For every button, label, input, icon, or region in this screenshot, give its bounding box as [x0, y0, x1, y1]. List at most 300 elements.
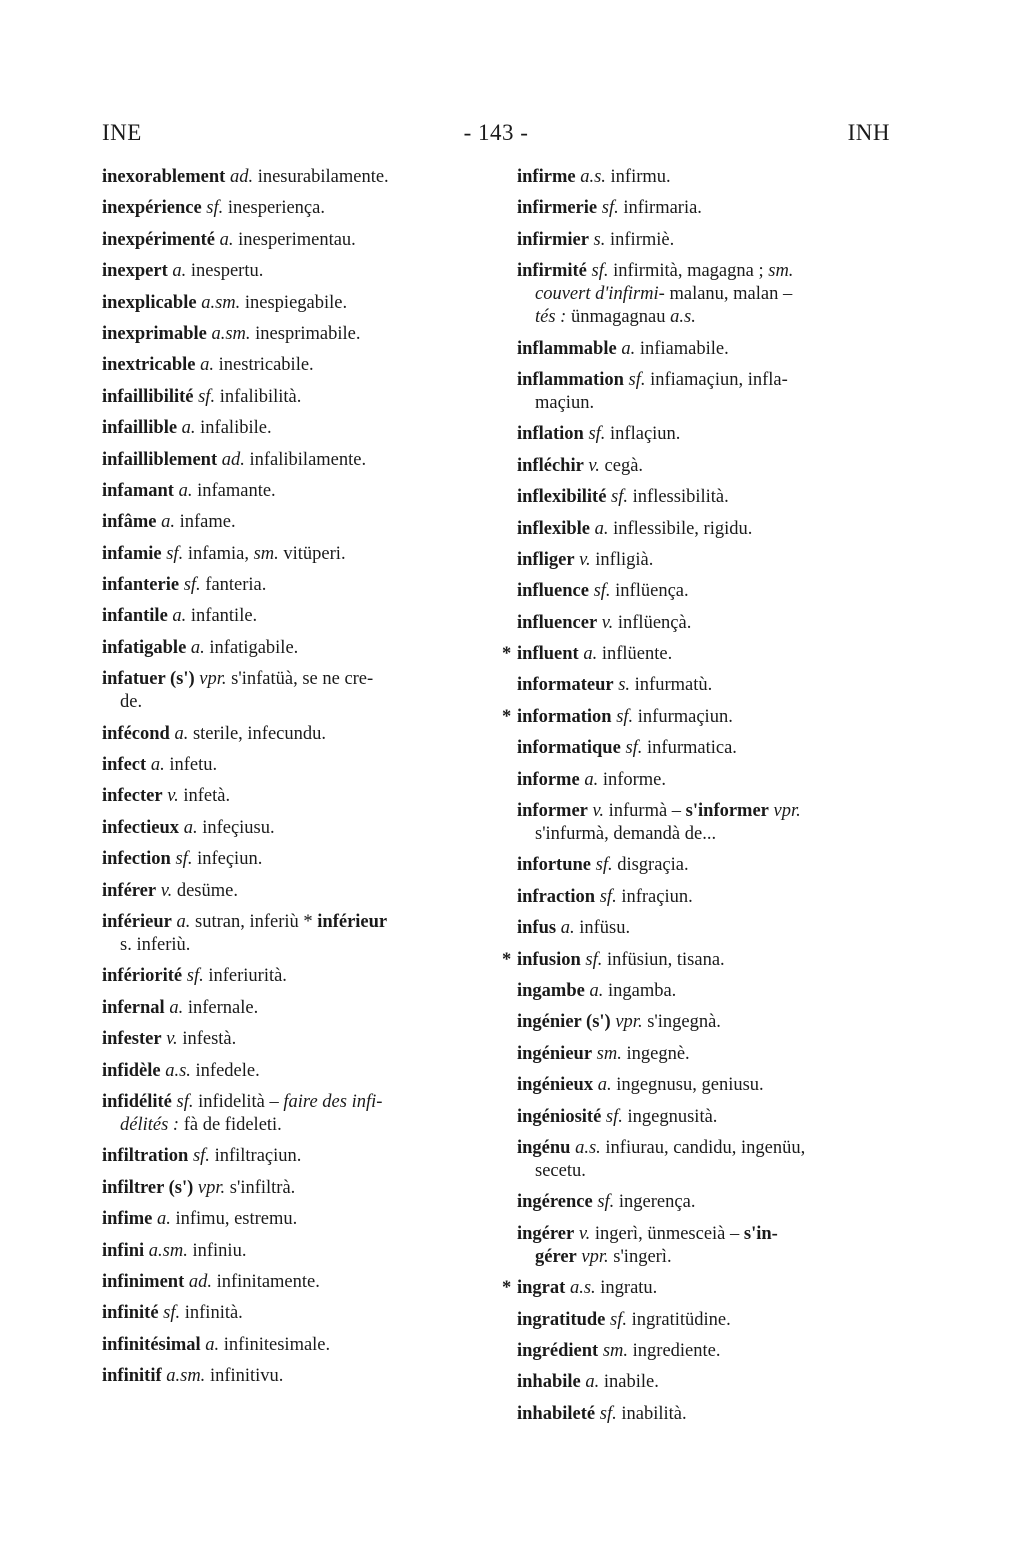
definition: ingegnusu, geniusu.	[616, 1075, 764, 1096]
grammar-label: sf.	[628, 369, 646, 390]
grammar-label: a.	[181, 418, 196, 439]
headword: infantile	[102, 606, 168, 627]
sub-headword: s'informer	[685, 801, 769, 822]
headword: infatigable	[102, 637, 187, 658]
headword: infériorité	[102, 966, 183, 987]
grammar-label: v.	[601, 612, 614, 633]
headword: infirmerie	[517, 198, 598, 219]
definition: infinità.	[184, 1303, 243, 1324]
dictionary-entry	[517, 886, 891, 909]
dictionary-entry	[102, 292, 484, 315]
headword: infâme	[102, 512, 157, 533]
dictionary-entry	[517, 369, 891, 415]
headword: influence	[517, 581, 589, 602]
dictionary-entry	[102, 417, 484, 440]
definition: s'infatüà, se ne cre-	[231, 669, 374, 690]
headword: ingéniosité	[517, 1106, 602, 1127]
dictionary-entry	[517, 518, 891, 541]
grammar-label: sf.	[198, 386, 216, 407]
definition: ingratu.	[600, 1278, 658, 1299]
headword: infinité	[102, 1303, 159, 1324]
definition-continuation: fà de fideleti.	[183, 1114, 282, 1135]
grammar-label: ad.	[229, 167, 254, 187]
left-column	[102, 166, 484, 1396]
dictionary-entry	[102, 911, 484, 957]
headword: infect	[102, 755, 147, 776]
grammar-label: a.	[172, 261, 187, 282]
grammar-label: a.	[156, 1209, 171, 1230]
headword: ingérence	[517, 1192, 593, 1213]
definition: infiamabile.	[639, 338, 729, 359]
headword: ingénu	[517, 1137, 571, 1158]
grammar-label: a.	[583, 644, 598, 665]
dictionary-entry	[517, 769, 891, 792]
definition: disgraçia.	[617, 855, 689, 876]
grammar-label: sf.	[186, 966, 204, 987]
grammar-label: sf.	[176, 1091, 194, 1112]
headword: infaillibilité	[102, 386, 194, 407]
grammar-label: sf.	[610, 1309, 627, 1330]
grammar-label: sf.	[611, 487, 629, 508]
headword: infinitésimal	[102, 1334, 201, 1355]
headword: inhabileté	[517, 1403, 596, 1424]
headword: infection	[102, 849, 171, 870]
grammar-label: sf.	[595, 855, 613, 876]
definition: infirmità, magagna ;	[613, 261, 764, 282]
headword: ingérer	[517, 1223, 575, 1244]
dictionary-entry	[517, 800, 891, 846]
grammar-label: a.	[584, 769, 599, 790]
grammar-label: sf.	[605, 1106, 623, 1127]
definition: ingamba.	[607, 980, 677, 1001]
dictionary-entry	[502, 706, 891, 729]
example-phrase: couvert d'infirmi-	[535, 284, 665, 305]
headword: inextricable	[102, 355, 196, 376]
grammar-label: sf.	[591, 261, 609, 282]
grammar-label: a.s.	[575, 1137, 601, 1158]
definition: inflaçiun.	[610, 424, 681, 445]
dictionary-entry	[502, 1277, 891, 1300]
headword: infusion	[517, 949, 581, 970]
dictionary-entry	[102, 1271, 484, 1294]
definition: infantile.	[190, 606, 258, 627]
grammar-label: a.	[190, 637, 205, 658]
headword: influent	[517, 644, 579, 665]
dictionary-entry	[102, 1240, 484, 1263]
definition: infurmatica.	[647, 738, 737, 759]
definition: s'ingegnà.	[647, 1012, 721, 1033]
definition: ingerença.	[618, 1192, 696, 1213]
headword: infidélité	[102, 1091, 172, 1112]
grammar-label: sf.	[175, 849, 193, 870]
dictionary-entry	[517, 197, 891, 220]
sub-headword: inférieur	[317, 911, 388, 932]
grammar-label: s.	[593, 229, 606, 250]
grammar-label: vpr.	[197, 1177, 226, 1198]
grammar-label: sm.	[596, 1043, 622, 1064]
headword: infatuer (s')	[102, 669, 195, 690]
dictionary-entry	[102, 354, 484, 377]
definition: inabilità.	[621, 1403, 687, 1424]
new-entry-marker: *	[502, 1278, 512, 1299]
grammar-label: sf.	[183, 575, 201, 596]
definition: inabile.	[603, 1372, 659, 1393]
definition: inflessibilità.	[632, 487, 729, 508]
grammar-label: v.	[166, 1029, 178, 1050]
headword: inexplicable	[102, 292, 197, 313]
definition: infinitamente.	[216, 1271, 320, 1292]
grammar-label: sf.	[597, 1192, 615, 1213]
headword: inexpérience	[102, 198, 202, 219]
dictionary-entry	[102, 785, 484, 808]
definition: infurmaçiun.	[637, 706, 733, 727]
dictionary-entry	[102, 1334, 484, 1357]
definition: infinitesimale.	[223, 1334, 331, 1355]
entry-continuation	[517, 823, 891, 846]
grammar-label: vpr.	[199, 669, 227, 690]
dictionary-entry	[102, 754, 484, 777]
definition: inestricabile.	[218, 355, 314, 376]
definition: infatigabile.	[209, 637, 299, 658]
grammar-label: vpr.	[615, 1012, 643, 1033]
grammar-label: vpr.	[581, 1246, 609, 1267]
dictionary-entry	[102, 1028, 484, 1051]
grammar-label: sf.	[616, 706, 634, 727]
definition: ingrediente.	[632, 1340, 721, 1361]
definition: sutran, inferiù *	[195, 911, 313, 932]
dictionary-entry	[102, 668, 484, 714]
definition: sterile, infecundu.	[192, 723, 327, 744]
grammar-label: a.	[183, 817, 198, 838]
definition: infame.	[179, 512, 236, 533]
definition: infalibilità.	[219, 386, 302, 407]
grammar-label: a.	[176, 911, 191, 932]
entry-continuation	[102, 691, 484, 714]
dictionary-entry	[517, 612, 891, 635]
definition: ingegnusità.	[627, 1106, 718, 1127]
dictionary-entry	[517, 580, 891, 603]
headword: infiniment	[102, 1271, 185, 1292]
definition: infestà.	[182, 1029, 237, 1050]
grammar-label: ad.	[221, 449, 245, 470]
definition: infeçiun.	[197, 849, 263, 870]
definition-continuation: malanu, malan –	[669, 284, 793, 305]
headword: influencer	[517, 612, 598, 633]
definition-continuation: maçiun.	[535, 392, 595, 413]
dictionary-entry	[517, 1106, 891, 1129]
grammar-label: a.sm.	[201, 292, 241, 313]
definition: ingerì, ünmesceià –	[594, 1223, 740, 1244]
headword: infecter	[102, 786, 163, 807]
dictionary-entry	[517, 854, 891, 877]
dictionary-entry	[102, 1145, 484, 1168]
headword: infidèle	[102, 1060, 161, 1081]
dictionary-entry	[502, 643, 891, 666]
example-phrase: tés :	[535, 307, 567, 328]
grammar-label: sm.	[253, 543, 279, 564]
definition: inflüença.	[615, 581, 689, 602]
headword: infiltration	[102, 1146, 189, 1167]
headword: informe	[517, 769, 580, 790]
entry-continuation	[517, 392, 891, 415]
definition-continuation: ünmagagnau	[570, 307, 666, 328]
definition: infalibilamente.	[249, 449, 367, 470]
headword: infliger	[517, 549, 575, 570]
headword: ingrat	[517, 1278, 566, 1299]
dictionary-entry	[517, 1309, 891, 1332]
headword: informateur	[517, 675, 614, 696]
definition: infurmà –	[608, 801, 682, 822]
definition: inesurabilamente.	[257, 167, 389, 187]
dictionary-entry	[517, 486, 891, 509]
definition: desüme.	[176, 880, 238, 901]
definition: infedele.	[195, 1060, 260, 1081]
headword: information	[517, 706, 612, 727]
grammar-label: sm.	[602, 1340, 629, 1361]
grammar-label: a.	[594, 518, 609, 539]
grammar-label: a.	[205, 1334, 220, 1355]
definition-continuation: secetu.	[535, 1160, 586, 1181]
headword: inexprimable	[102, 323, 207, 344]
grammar-label: a.	[150, 755, 165, 776]
dictionary-entry	[102, 1208, 484, 1231]
dictionary-entry	[517, 917, 891, 940]
dictionary-entry	[102, 1365, 484, 1388]
headword: infirmité	[517, 261, 587, 282]
page-header	[102, 120, 890, 148]
headword: inférer	[102, 880, 157, 901]
right-column	[502, 166, 891, 1434]
dictionary-entry	[102, 637, 484, 660]
definition: inesperiença.	[227, 198, 325, 219]
grammar-label: sf.	[601, 198, 619, 219]
definition: inferiurità.	[208, 966, 287, 987]
entry-continuation	[517, 283, 891, 306]
dictionary-entry	[102, 197, 484, 220]
grammar-label: v.	[160, 880, 173, 901]
dictionary-entry	[102, 574, 484, 597]
definition: s'infiltrà.	[229, 1177, 296, 1198]
grammar-label: a.	[560, 918, 575, 939]
grammar-label: a.	[621, 338, 636, 359]
new-entry-marker: *	[502, 949, 512, 970]
headword: infortune	[517, 855, 591, 876]
headword: ingénieur	[517, 1043, 593, 1064]
headword: infraction	[517, 886, 596, 907]
headword: infester	[102, 1029, 162, 1050]
grammar-label: s.	[618, 675, 631, 696]
dictionary-entry	[102, 723, 484, 746]
dictionary-entry	[102, 166, 484, 189]
definition: infligià.	[595, 549, 654, 570]
headword: infécond	[102, 723, 170, 744]
dictionary-entry	[102, 511, 484, 534]
grammar-label: a.s.	[569, 1278, 596, 1299]
definition: infiurau, candidu, ingenüu,	[605, 1137, 806, 1158]
dictionary-entry	[517, 549, 891, 572]
definition: inespertu.	[190, 261, 264, 282]
headword: ingratitude	[517, 1309, 606, 1330]
dictionary-entry	[517, 1011, 891, 1034]
grammar-label: v.	[578, 1223, 591, 1244]
definition: infiltraçiun.	[214, 1146, 302, 1167]
dictionary-entry	[517, 455, 891, 478]
dictionary-entry	[517, 1403, 891, 1426]
definition: inflüençà.	[617, 612, 692, 633]
grammar-label: sf.	[166, 543, 184, 564]
headword: infléchir	[517, 455, 584, 476]
grammar-label: sm.	[768, 261, 794, 282]
headword: inexorablement	[102, 167, 226, 187]
headword: infamie	[102, 543, 162, 564]
grammar-label: a.	[161, 512, 175, 533]
definition: infernale.	[187, 997, 259, 1018]
definition: informe.	[602, 769, 666, 790]
headword: infini	[102, 1240, 145, 1261]
grammar-label: a.	[169, 997, 184, 1018]
grammar-label: a.	[174, 723, 189, 744]
headword: ingambe	[517, 980, 585, 1001]
headword: infamant	[102, 480, 174, 501]
new-entry-marker: *	[502, 706, 512, 727]
grammar-label: a.sm.	[148, 1240, 188, 1261]
headword: infirme	[517, 167, 576, 187]
dictionary-entry	[102, 1060, 484, 1083]
definition: inflessibile, rigidu.	[613, 518, 753, 539]
dictionary-entry	[102, 965, 484, 988]
definition: infüsu.	[579, 918, 631, 939]
grammar-label: vpr.	[773, 801, 801, 822]
definition: fanteria.	[205, 575, 267, 596]
dictionary-entry	[102, 260, 484, 283]
headword: infernal	[102, 997, 165, 1018]
dictionary-entry	[517, 1137, 891, 1183]
dictionary-entry	[102, 386, 484, 409]
headword: ingénieux	[517, 1075, 594, 1096]
headword: infirmier	[517, 229, 589, 250]
definition-continuation: s. inferiù.	[120, 934, 191, 955]
grammar-label: sf.	[206, 198, 224, 219]
definition: infetu.	[169, 755, 218, 776]
dictionary-entry	[517, 737, 891, 760]
definition: cegà.	[604, 455, 644, 476]
headword: inflation	[517, 424, 584, 445]
dictionary-entry	[517, 260, 891, 329]
definition: infirmu.	[610, 167, 671, 187]
grammar-label: v.	[588, 455, 600, 476]
grammar-label: a.s.	[580, 167, 606, 187]
headword: inflexible	[517, 518, 590, 539]
headword: inférieur	[102, 911, 172, 932]
definition: infamante.	[197, 480, 276, 501]
grammar-label: sf.	[163, 1303, 181, 1324]
page-number: - 143 -	[463, 120, 529, 145]
dictionary-entry	[517, 338, 891, 361]
dictionary-entry	[102, 605, 484, 628]
dictionary-entry	[102, 543, 484, 566]
dictionary-entry	[102, 449, 484, 472]
grammar-label: a.s.	[670, 307, 696, 328]
dictionary-entry	[102, 1302, 484, 1325]
headword: inflammable	[517, 338, 617, 359]
grammar-label: a.sm.	[211, 323, 251, 344]
headword: ingrédient	[517, 1340, 599, 1361]
dictionary-entry	[517, 1191, 891, 1214]
new-entry-marker: *	[502, 644, 512, 665]
definition: infalibile.	[200, 418, 272, 439]
definition-continuation: de.	[120, 692, 143, 713]
definition: infeçiusu.	[202, 817, 275, 838]
entry-continuation	[517, 1246, 891, 1269]
dictionary-entry	[102, 480, 484, 503]
dictionary-entry	[517, 1223, 891, 1269]
definition-continuation: s'infurmà, demandà de...	[535, 824, 717, 845]
dictionary-entry	[102, 1177, 484, 1200]
headword: infinitif	[102, 1366, 162, 1387]
dictionary-entry	[517, 1340, 891, 1363]
grammar-label: sf.	[599, 886, 617, 907]
headword: inexpert	[102, 261, 168, 282]
grammar-label: sf.	[588, 424, 606, 445]
dictionary-entry	[517, 674, 891, 697]
grammar-label: v.	[579, 549, 591, 570]
headword: infailliblement	[102, 449, 218, 470]
definition: inespiegabile.	[244, 292, 348, 313]
example-phrase: faire des infi-	[283, 1091, 383, 1112]
definition-continuation: s'ingerì.	[613, 1246, 672, 1267]
dictionary-entry	[102, 848, 484, 871]
definition: ingegnè.	[626, 1043, 690, 1064]
dictionary-entry	[102, 229, 484, 252]
dictionary-entry	[517, 1074, 891, 1097]
entry-continuation	[517, 1160, 891, 1183]
definition: infetà.	[183, 786, 231, 807]
grammar-label: v.	[592, 801, 604, 822]
grammar-label: sf.	[625, 738, 643, 759]
entry-continuation	[102, 1114, 484, 1137]
definition: infiniu.	[192, 1240, 247, 1261]
definition: infraçiun.	[621, 886, 693, 907]
dictionary-entry	[517, 980, 891, 1003]
example-phrase: délités :	[120, 1114, 180, 1135]
dictionary-entry	[517, 423, 891, 446]
definition: inesprimabile.	[255, 323, 361, 344]
headword-continuation: gérer	[535, 1246, 577, 1267]
grammar-label: a.s.	[165, 1060, 191, 1081]
grammar-label: a.	[219, 229, 234, 250]
definition: infirmiè.	[610, 229, 675, 250]
definition: infinitivu.	[209, 1366, 284, 1387]
header-left-guideword: INE	[102, 120, 142, 145]
dictionary-entry	[517, 166, 891, 189]
header-right-guideword: INH	[847, 120, 890, 145]
headword: infanterie	[102, 575, 180, 596]
definition: infüsiun, tisana.	[606, 949, 725, 970]
definition: infurmatù.	[634, 675, 713, 696]
headword: inflammation	[517, 369, 624, 390]
grammar-label: v.	[167, 786, 179, 807]
dictionary-entry	[102, 880, 484, 903]
definition: infiamaçiun, infla-	[650, 369, 788, 390]
dictionary-entry	[102, 817, 484, 840]
definition: infamia,	[187, 543, 249, 564]
headword: informer	[517, 801, 588, 822]
grammar-label: a.	[172, 606, 187, 627]
grammar-label: a.	[589, 980, 604, 1001]
entry-continuation	[102, 934, 484, 957]
grammar-label: a.	[200, 355, 215, 376]
dictionary-entry	[517, 229, 891, 252]
